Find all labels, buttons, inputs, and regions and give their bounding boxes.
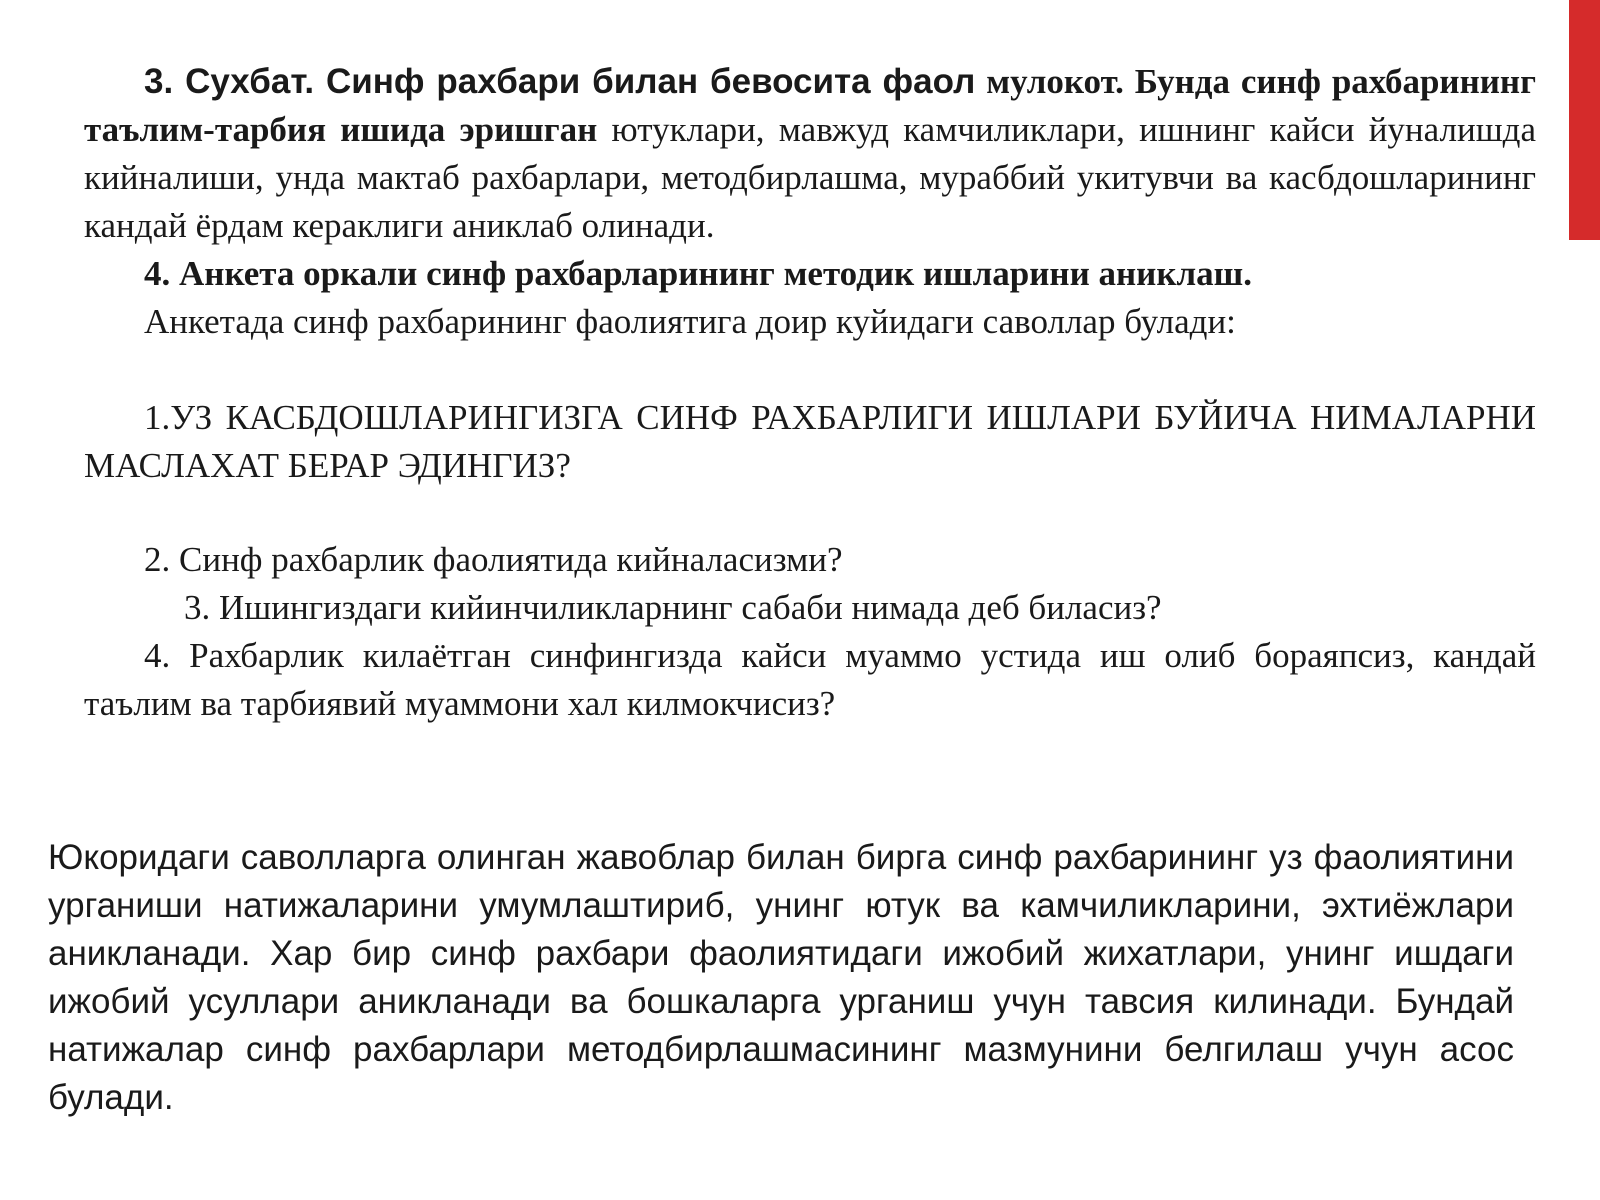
question-block-1 bbox=[84, 394, 1536, 490]
paragraph-interview bbox=[84, 58, 1536, 250]
question-1: 1.УЗ КАСБДОШЛАРИНГИЗГА СИНФ РАХБАРЛИГИ ИШЛАРИ БУЙИЧА НИМАЛАРНИ МАСЛАХАТ БЕРАР ЭДИНГИЗ? bbox=[84, 398, 1536, 485]
question-block-rest bbox=[84, 536, 1536, 728]
question-2: 2. Синф рахбарлик фаолиятида кийналасизми? bbox=[144, 540, 843, 579]
survey-heading: 4. Анкета оркали синф рахбарларининг методик ишларини аниклаш. bbox=[144, 254, 1252, 293]
interview-body: ютуклари, мавжуд камчиликлари, ишнинг кайси йуналишда кийналиши, унда мактаб рахбарлари, методбирлашма, мураббий укитувчи ва касбдошларининг кандай ёрдам кераклиги аниклаб олинади. bbox=[84, 110, 1536, 245]
interview-heading: 3. Сухбат. Синф рахбари билан бевосита фаол bbox=[144, 62, 976, 101]
interview-heading-continued: мулокот. Бунда синф рахбарининг таълим-тарбия ишида эришган bbox=[84, 62, 1536, 149]
question-3: 3. Ишингиздаги кийинчиликларнинг сабаби нимада деб биласиз? bbox=[184, 588, 1162, 627]
conclusion-paragraph: Юкоридаги саволларга олинган жавоблар билан бирга синф рахбарининг уз фаолиятини урганиши натижаларини умумлаштириб, унинг ютук ва камчиликларини, эхтиёжлари аникланади. Хар бир синф рахбари фаолиятидаги ижобий жихатлари, унинг ишдаги ижобий усуллари аникланади ва бошкаларга урганиш учун тавсия килинади. Бундай натижалар синф рахбарлари методбирлашмасининг мазмунини белгилаш учун асос булади. bbox=[48, 838, 1514, 1117]
text-block-upper bbox=[84, 58, 1536, 346]
survey-intro: Анкетада синф рахбарининг фаолиятига доир куйидаги саволлар булади: bbox=[144, 302, 1236, 341]
question-4: 4. Рахбарлик килаётган синфингизда кайси муаммо устида иш олиб бораяпсиз, кандай таълим ва тарбиявий муаммони хал килмокчисиз? bbox=[84, 636, 1536, 723]
accent-bar bbox=[1569, 0, 1600, 240]
